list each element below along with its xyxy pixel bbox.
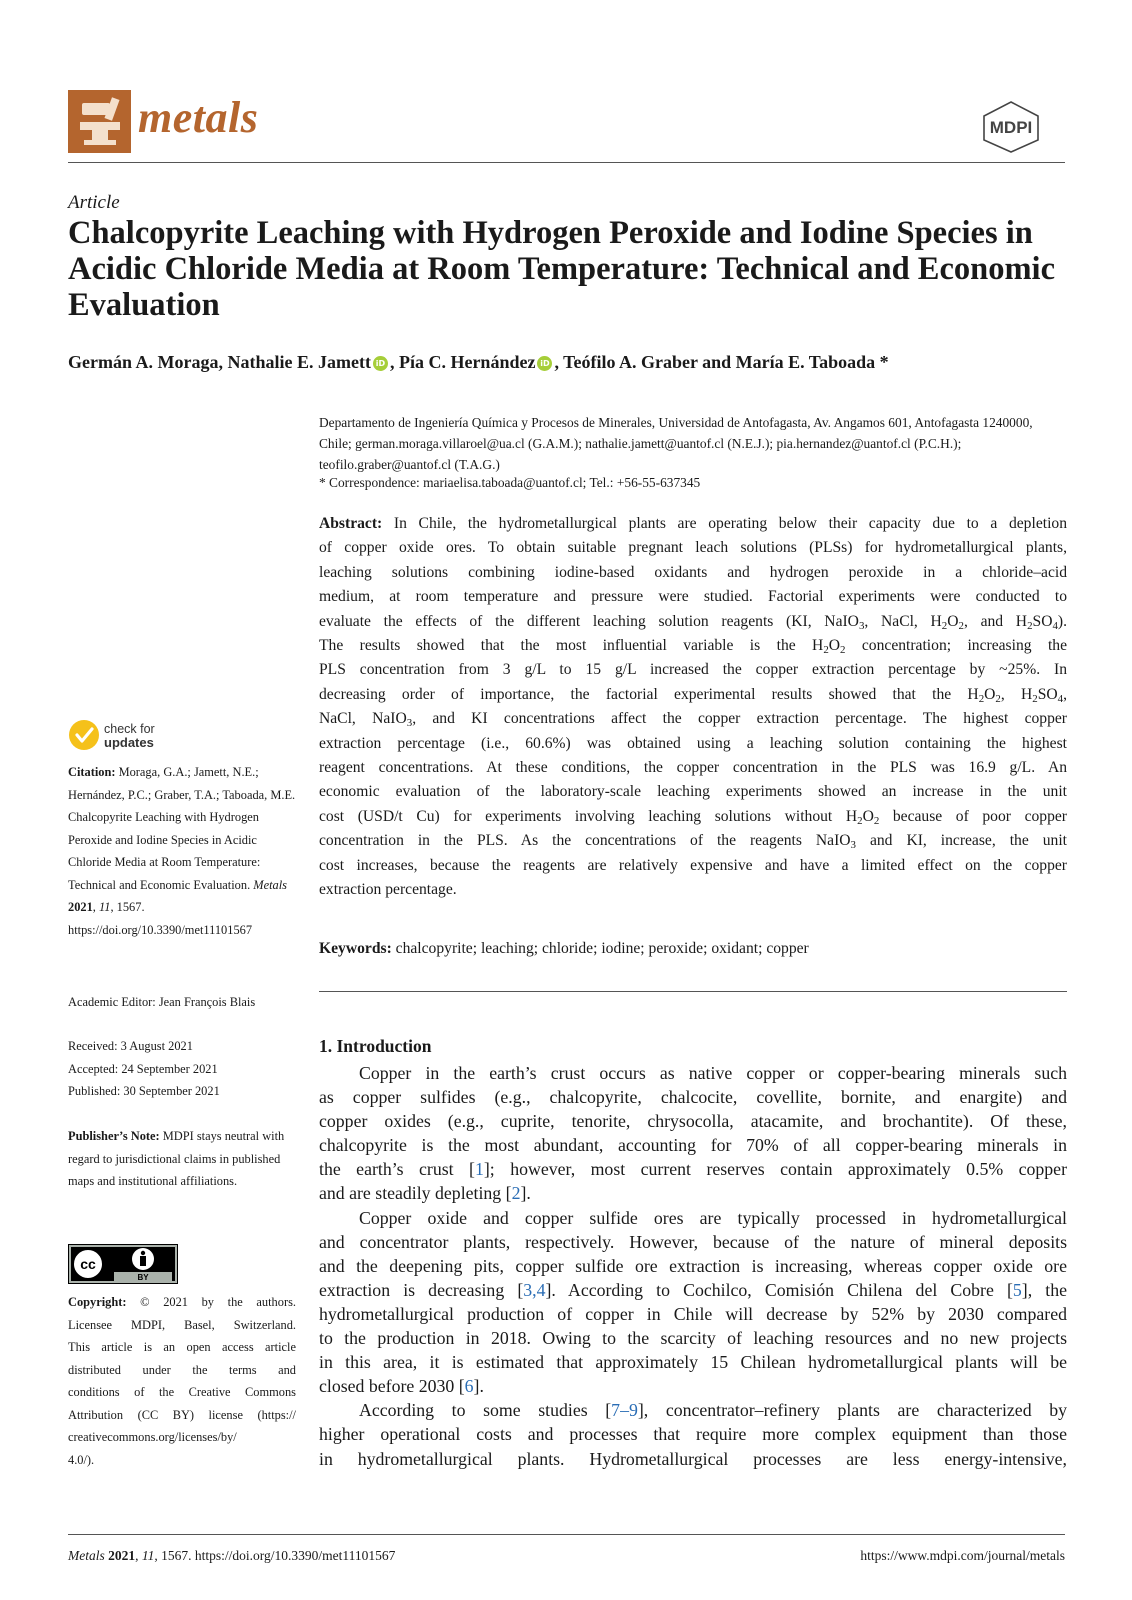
- affiliation: Departamento de Ingeniería Química y Procesos de Minerales, Universidad de Antofagasta, Av. Angamos 601, Antofagasta 1240000, Chile; german.moraga.villaroel@ua.cl (G.A.M.); nathalie.jamett@uantof.cl (N.E.J.); pia.hernandez@uantof.cl (P.C.H.); teofilo.graber@uantof.cl (T.A.G.): [319, 415, 1033, 472]
- citation-link[interactable]: 2: [511, 1183, 521, 1204]
- orcid-icon[interactable]: iD: [537, 356, 552, 371]
- citation-year: 2021: [68, 900, 93, 914]
- abstract-line: economic evaluation of the laboratory-scale leaching experiments showed an increase in the unit: [319, 783, 1067, 801]
- body-line: to the production in 2018. Owing to the scarcity of leaching resources and no new projects: [319, 1328, 1067, 1349]
- body-line: in hydrometallurgical plants. Hydrometallurgical processes are less energy-intensive,: [319, 1448, 1067, 1469]
- body-line: and concentrator plants, respectively. However, because of the nature of mineral deposits: [319, 1231, 1067, 1252]
- journal-name: metals: [138, 93, 259, 142]
- body-line: and are steadily depleting [2].: [319, 1183, 531, 1204]
- copyright-notice: [68, 1291, 296, 1471]
- citation-link[interactable]: 7–9: [611, 1400, 638, 1421]
- footer-journal-url[interactable]: https://www.mdpi.com/journal/metals: [860, 1548, 1065, 1563]
- check-for-updates-button[interactable]: [68, 717, 178, 753]
- keywords-label: Keywords:: [319, 940, 392, 957]
- body-line: hydrometallurgical production of copper in Chile will decrease by 52% by 2030 compared: [319, 1303, 1067, 1324]
- footer-citation: Metals 2021, 11, 1567. https://doi.org/10.3390/met11101567: [68, 1548, 396, 1563]
- section-heading-introduction: 1. Introduction: [319, 1036, 432, 1056]
- copyright-line[interactable]: creativecommons.org/licenses/by/: [68, 1430, 237, 1444]
- cc-by-license-icon[interactable]: [68, 1244, 178, 1284]
- abstract-line: evaluate the effects of the different leaching solution reagents (KI, NaIO$_3$, NaCl, $H_2O_2$, and $H_2SO_4$).: [319, 612, 1067, 632]
- journal-logo-icon: [68, 90, 131, 153]
- citation-journal: Metals: [253, 877, 288, 892]
- keywords: [319, 940, 809, 958]
- published-date: Published: 30 September 2021: [68, 1084, 220, 1098]
- abstract-line: decreasing order of importance, the factorial experimental results showed that the $H_2O_2$, $H_2SO_4$,: [319, 685, 1068, 705]
- publisher-note: [68, 1125, 296, 1193]
- body-line: Copper oxide and copper sulfide ores are typically processed in hydrometallurgical: [359, 1207, 1067, 1228]
- article-type: Article: [68, 192, 120, 213]
- citation-label: Citation:: [68, 765, 116, 779]
- citation-link[interactable]: 3,4: [523, 1279, 546, 1300]
- abstract-label: Abstract:: [319, 515, 383, 532]
- abstract-line: reagent concentrations. At these conditions, the copper concentration in the PLS was 16.9 g/L. An: [319, 759, 1067, 777]
- abstract-line: NaCl, NaIO$_3$, and KI concentrations affect the copper extraction percentage. The highest copper: [319, 710, 1067, 730]
- abstract-line: The results showed that the most influential variable is the $H_2O_2$ concentration; increasing the: [319, 637, 1067, 657]
- footer-journal: Metals: [68, 1548, 105, 1563]
- mdpi-logo: [982, 100, 1040, 154]
- check-updates-line1: check for: [104, 722, 155, 736]
- body-line: According to some studies [7–9], concentrator–refinery plants are characterized by: [359, 1400, 1067, 1421]
- header-divider: [68, 162, 1065, 163]
- citation-link[interactable]: 1: [474, 1159, 484, 1180]
- body-line: chalcopyrite is the most abundant, accounting for 70% of all copper-bearing minerals in: [319, 1135, 1067, 1156]
- footer-doi[interactable]: , 1567. https://doi.org/10.3390/met11101567: [154, 1548, 396, 1563]
- citation-doi[interactable]: , 1567. https://doi.org/10.3390/met11101567: [68, 900, 253, 937]
- correspondence: * Correspondence: mariaelisa.taboada@uantof.cl; Tel.: +56-55-637345: [319, 475, 701, 490]
- body-line: in this area, it is estimated that approximately 15 Chilean hydrometallurgical plants will be: [319, 1352, 1067, 1373]
- citation-text: Moraga, G.A.; Jamett, N.E.; Hernández, P.C.; Graber, T.A.; Taboada, M.E. Chalcopyrite Leaching with Hydrogen Peroxide and Iodine Species in Acidic Chloride Media at Room Temperature: Technical and Economic Evaluation.: [68, 765, 296, 892]
- author-names-3: , Teófilo A. Graber and María E. Taboada *: [554, 352, 889, 372]
- body-line: closed before 2030 [6].: [319, 1376, 484, 1397]
- mdpi-logo-text: MDPI: [989, 118, 1033, 137]
- abstract-line: cost increases, because the reagents are relatively expensive and have a limited effect on the copper: [319, 856, 1067, 874]
- copyright-line: distributed under the terms and: [68, 1362, 296, 1377]
- abstract-line: In Chile, the hydrometallurgical plants are operating below their capacity due to a depletion: [382, 515, 1067, 532]
- copyright-line[interactable]: 4.0/).: [68, 1452, 95, 1467]
- copyright-line: Attribution (CC BY) license (https://: [68, 1407, 296, 1422]
- footer-volume: 11: [141, 1548, 155, 1563]
- abstract-line: extraction percentage.: [319, 881, 457, 899]
- abstract-line: PLS concentration from 3 g/L to 15 g/L increased the copper extraction percentage by ~25%. In: [319, 661, 1067, 679]
- abstract-line: leaching solutions combining iodine-based oxidants and hydrogen peroxide in a chloride–acid: [319, 563, 1067, 581]
- citation-volume: 11: [98, 900, 111, 914]
- author-names-1: Germán A. Moraga, Nathalie E. Jamett: [68, 352, 371, 372]
- publisher-note-label: Publisher’s Note:: [68, 1129, 160, 1143]
- abstract-line: concentration in the PLS. As the concentrations of the reagents NaIO$_3$ and KI, increase, the unit: [319, 832, 1067, 852]
- abstract-line: cost (USD/t Cu) for experiments involving leaching solutions without $H_2O_2$ because of poor copper: [319, 807, 1067, 827]
- academic-editor: Academic Editor: Jean François Blais: [68, 995, 256, 1009]
- orcid-icon[interactable]: iD: [373, 356, 388, 371]
- keywords-text: chalcopyrite; leaching; chloride; iodine; peroxide; oxidant; copper: [391, 940, 809, 957]
- body-line: as copper sulfides (e.g., chalcopyrite, chalcocite, covellite, bornite, and enargite) and: [319, 1087, 1067, 1108]
- copyright-line: This article is an open access article: [68, 1340, 296, 1354]
- citation: Citation: Moraga, G.A.; Jamett, N.E.; Hernández, P.C.; Graber, T.A.; Taboada, M.E. Chalcopyrite Leaching with Hydrogen Peroxide and Iodine Species in Acidic Chloride Media at Room Temperature: Technical and Economic Evaluation. Metals 2021, 11, 1567. https://doi.org/10.3390/met11101567: [68, 765, 296, 937]
- section-divider: [319, 991, 1067, 992]
- received-date: Received: 3 August 2021: [68, 1039, 193, 1053]
- footer-year: 2021: [104, 1548, 136, 1563]
- publisher-note-text: MDPI stays neutral with regard to jurisdictional claims in published maps and institutional affiliations.: [68, 1129, 285, 1188]
- abstract: [319, 512, 1067, 903]
- body-line: Copper in the earth’s crust occurs as native copper or copper-bearing minerals such: [359, 1063, 1067, 1083]
- cc-by-label: BY: [137, 1273, 149, 1282]
- copyright-line: conditions of the Creative Commons: [68, 1385, 296, 1399]
- citation-link[interactable]: 6: [464, 1376, 474, 1397]
- author-names-2: , Pía C. Hernández: [389, 352, 536, 372]
- copyright-line: Copyright: © 2021 by the authors.: [68, 1295, 296, 1309]
- abstract-line: medium, at room temperature and pressure were studied. Factorial experiments were conducted to: [319, 588, 1067, 606]
- copyright-line: Licensee MDPI, Basel, Switzerland.: [68, 1317, 296, 1332]
- paper-title: Chalcopyrite Leaching with Hydrogen Peroxide and Iodine Species in Acidic Chloride Media at Room Temperature: Technical and Economic Evaluation: [68, 215, 1056, 323]
- introduction-body: [319, 1061, 1067, 1471]
- citation-link[interactable]: 5: [1012, 1279, 1022, 1300]
- author-list: [68, 352, 889, 373]
- body-line: the earth’s crust [1]; however, most current reserves contain approximately 0.5% copper: [319, 1159, 1067, 1180]
- publication-dates: [68, 1035, 220, 1103]
- body-line: and the deepening pits, copper sulfide ore extraction is increasing, whereas copper oxide ore: [319, 1255, 1067, 1276]
- abstract-line: of copper oxide ores. To obtain suitable pregnant leach solutions (PLSs) for hydrometallurgical plants,: [319, 539, 1067, 557]
- body-line: extraction is decreasing [3,4]. According to Cochilco, Comisión Chilena del Cobre [5], the: [319, 1279, 1067, 1300]
- footer-divider: [68, 1534, 1065, 1535]
- body-line: higher operational costs and processes that require more complex equipment than those: [319, 1424, 1067, 1445]
- svg-text:cc: cc: [80, 1256, 96, 1272]
- check-icon: [69, 720, 99, 750]
- check-updates-line2: updates: [104, 735, 154, 750]
- abstract-line: extraction percentage (i.e., 60.6%) was obtained using a leaching solution containing the highest: [319, 734, 1067, 752]
- body-line: copper oxides (e.g., cuprite, tenorite, chrysocolla, atacamite, and brochantite). Of these,: [319, 1111, 1067, 1132]
- accepted-date: Accepted: 24 September 2021: [68, 1061, 218, 1076]
- copyright-label: Copyright:: [68, 1295, 127, 1309]
